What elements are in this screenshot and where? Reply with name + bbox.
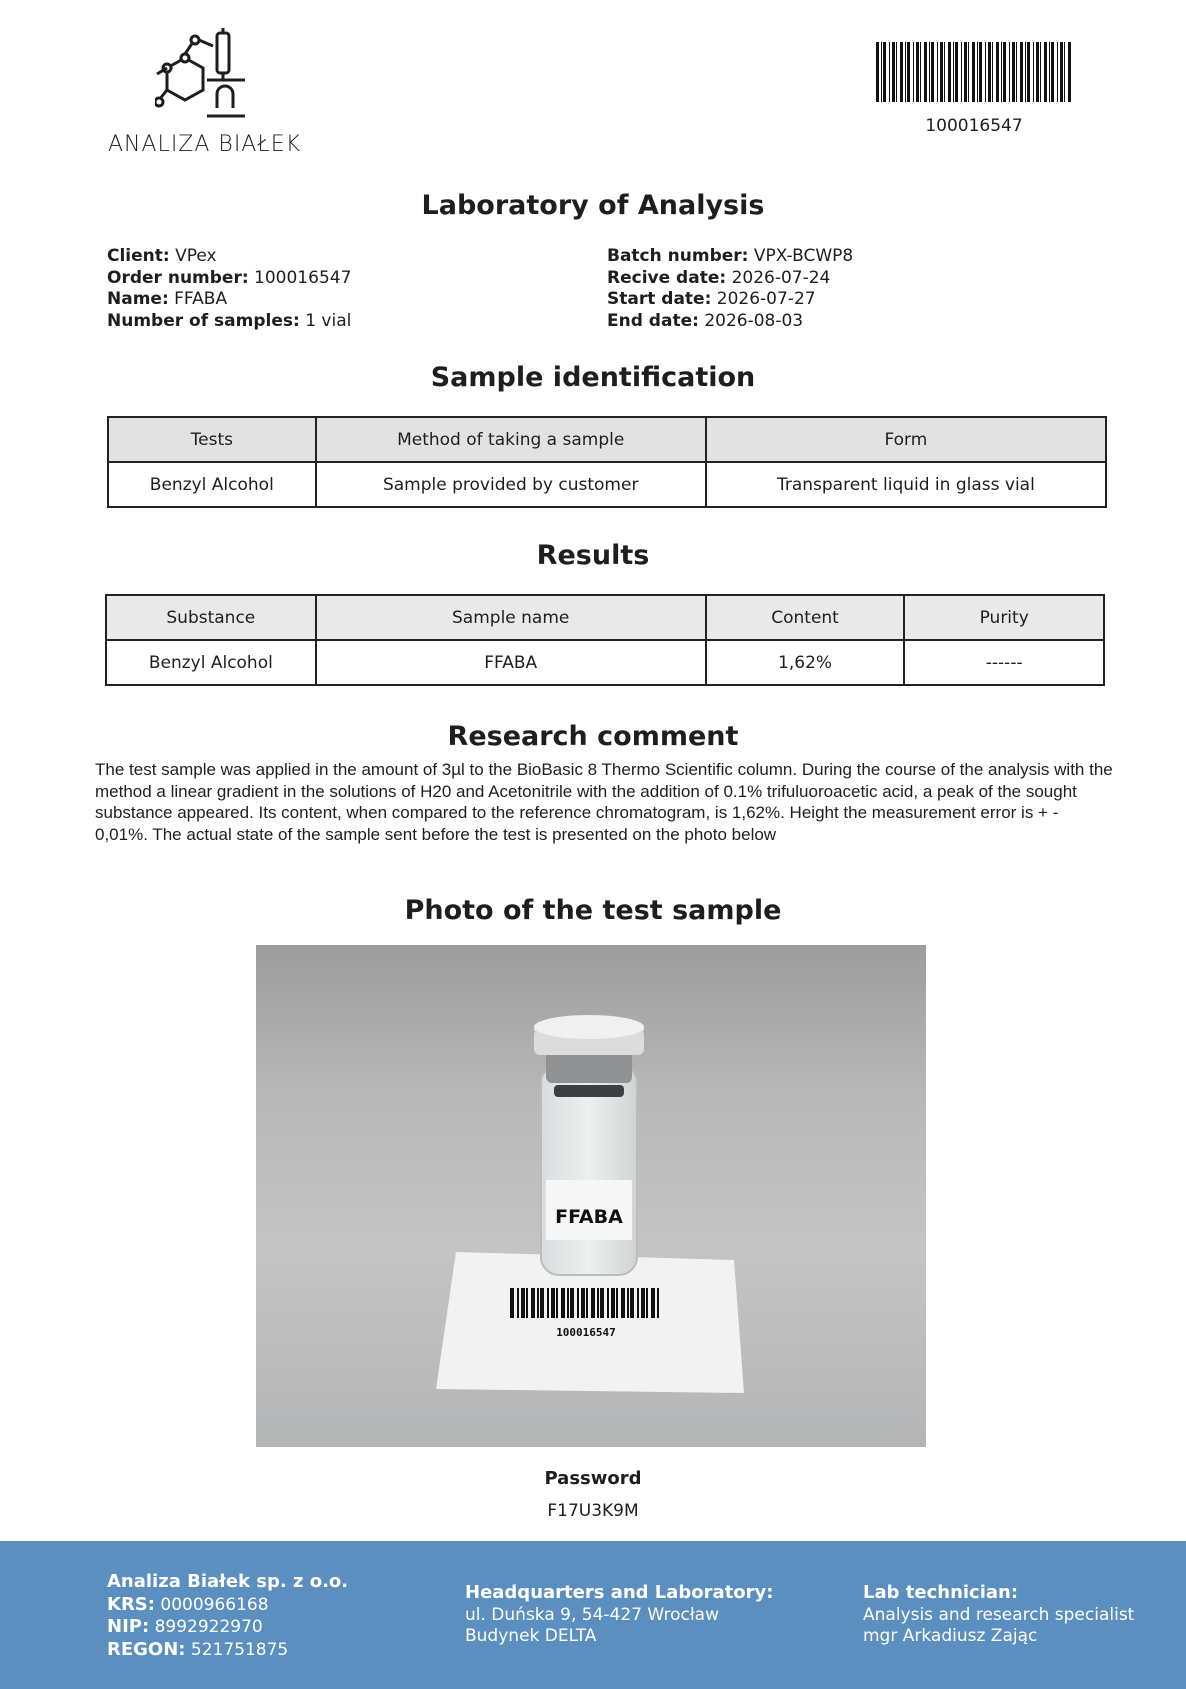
table-header-row xyxy=(108,417,1106,462)
barcode-bar xyxy=(1049,42,1050,102)
barcode-bar xyxy=(556,1288,558,1318)
barcode-bar xyxy=(540,1288,544,1318)
barcode-bar xyxy=(607,1288,609,1318)
barcode-bar xyxy=(637,1288,639,1318)
barcode-bar xyxy=(892,42,895,102)
info-value: 2026-07-27 xyxy=(716,289,816,310)
footer-label: NIP: xyxy=(107,1616,150,1638)
barcode-bar xyxy=(881,42,882,102)
info-label: Client: xyxy=(107,246,170,266)
footer-headquarters xyxy=(465,1582,773,1648)
footer-value: 0000966168 xyxy=(160,1594,269,1615)
barcode-bar xyxy=(600,1288,604,1318)
barcode-bar xyxy=(641,1288,645,1318)
barcode-bar xyxy=(972,42,975,102)
footer-value: 8992922970 xyxy=(154,1617,263,1638)
sample-photo xyxy=(256,945,926,1447)
footer xyxy=(0,1541,1186,1689)
barcode-bar xyxy=(1044,42,1047,102)
barcode-bar xyxy=(977,42,978,102)
table-cell: Sample provided by customer xyxy=(316,462,706,507)
barcode-bar xyxy=(611,1288,615,1318)
barcode-bar xyxy=(510,1288,514,1318)
barcode-bar xyxy=(920,42,921,102)
info-label: Recive date: xyxy=(607,267,727,288)
info-value: 2026-07-24 xyxy=(731,267,831,288)
footer-value: 521751875 xyxy=(190,1640,289,1661)
barcode-bar xyxy=(985,42,986,102)
barcode-bar xyxy=(591,1288,595,1318)
info-line xyxy=(607,311,853,333)
column-header: Form xyxy=(706,417,1106,462)
info-line xyxy=(107,246,351,268)
barcode-bar xyxy=(526,1288,528,1318)
footer-label: REGON: xyxy=(107,1639,186,1661)
barcode-bar xyxy=(577,1288,579,1318)
info-line xyxy=(607,289,853,311)
footer-company-line xyxy=(107,1639,348,1662)
lab-molecule-microscope-icon xyxy=(155,28,275,120)
barcode-bar xyxy=(1051,42,1054,102)
barcode-bar xyxy=(940,42,943,102)
info-value: VPex xyxy=(175,246,217,266)
table-cell: ------ xyxy=(904,640,1104,685)
barcode-bar xyxy=(896,42,897,102)
barcode-bar xyxy=(517,1288,519,1318)
footer-lab-technician xyxy=(863,1582,1134,1648)
barcode-bar xyxy=(988,42,991,102)
barcode-bar xyxy=(968,42,969,102)
barcode-bar xyxy=(944,42,945,102)
vial-label-text: FFABA xyxy=(555,1206,623,1228)
barcode-bar xyxy=(929,42,930,102)
card-barcode-number: 100016547 xyxy=(556,1326,616,1339)
table-cell: FFABA xyxy=(316,640,706,685)
info-value: FFABA xyxy=(174,289,228,310)
photo-heading: Photo of the test sample xyxy=(404,895,782,926)
table-cell: Benzyl Alcohol xyxy=(106,640,316,685)
barcode-bar xyxy=(900,42,903,102)
barcode-bar xyxy=(651,1288,655,1318)
table-cell: Benzyl Alcohol xyxy=(108,462,316,507)
barcode-bar xyxy=(1020,42,1023,102)
info-value: 100016547 xyxy=(254,267,352,288)
barcode-bar xyxy=(916,42,919,102)
column-header: Content xyxy=(706,595,905,640)
company-logo xyxy=(100,28,310,158)
barcode-bar xyxy=(1040,42,1041,102)
barcode-bar xyxy=(948,42,951,102)
results-table xyxy=(105,594,1105,686)
table-row xyxy=(108,462,1106,507)
barcode-bar xyxy=(547,1288,549,1318)
barcode-bar xyxy=(992,42,993,102)
barcode-bar xyxy=(964,42,967,102)
info-value: VPX-BCWP8 xyxy=(753,246,854,266)
column-header: Tests xyxy=(108,417,316,462)
barcode-bar xyxy=(1001,42,1002,102)
info-value: 2026-08-03 xyxy=(704,311,804,332)
footer-label: KRS: xyxy=(107,1593,155,1615)
barcode-bar xyxy=(630,1288,634,1318)
column-header: Substance xyxy=(106,595,316,640)
barcode-bar xyxy=(1012,42,1015,102)
barcode-bar xyxy=(561,1288,565,1318)
barcode-bar xyxy=(657,1288,659,1318)
barcode-bar xyxy=(937,42,938,102)
research-comment-heading: Research comment xyxy=(447,721,739,752)
barcode-bar xyxy=(913,42,914,102)
footer-tech-line: Analysis and research specialist xyxy=(863,1604,1135,1625)
barcode-bar xyxy=(1033,42,1034,102)
footer-hq-line: ul. Duńska 9, 54-427 Wrocław xyxy=(465,1604,719,1625)
barcode-bar xyxy=(996,42,999,102)
barcode-bar xyxy=(924,42,927,102)
barcode-bar xyxy=(581,1288,585,1318)
info-label: Order number: xyxy=(107,267,249,288)
info-label: End date: xyxy=(607,311,699,332)
barcode-bar xyxy=(889,42,890,102)
info-label: Name: xyxy=(107,289,169,310)
barcode-bar xyxy=(1064,42,1065,102)
barcode-bar xyxy=(1060,42,1063,102)
column-header: Method of taking a sample xyxy=(316,417,706,462)
barcode-bar xyxy=(883,42,886,102)
barcode-bar xyxy=(627,1288,629,1318)
table-row xyxy=(106,640,1104,685)
barcode-bar xyxy=(567,1288,569,1318)
footer-tech-line: mgr Arkadiusz Zając xyxy=(863,1626,1038,1647)
footer-company xyxy=(107,1571,348,1662)
barcode-bar xyxy=(521,1288,525,1318)
barcode-bar xyxy=(1068,42,1071,102)
column-header: Purity xyxy=(904,595,1104,640)
barcode xyxy=(876,42,1072,102)
info-line xyxy=(107,289,351,311)
barcode-bar xyxy=(537,1288,539,1318)
results-heading: Results xyxy=(536,540,650,571)
info-label: Number of samples: xyxy=(107,311,300,332)
footer-company-line xyxy=(107,1616,348,1639)
company-name: Analiza Białek sp. z o.o. xyxy=(107,1571,349,1592)
barcode-bar xyxy=(586,1288,588,1318)
barcode-bar xyxy=(1057,42,1058,102)
barcode-bar xyxy=(570,1288,574,1318)
info-value: 1 vial xyxy=(305,311,352,332)
footer-hq-line: Budynek DELTA xyxy=(465,1626,597,1647)
footer-company-line xyxy=(107,1594,348,1617)
barcode-bar xyxy=(1025,42,1026,102)
info-line xyxy=(607,246,853,268)
info-line xyxy=(607,268,853,290)
sample-identification-heading: Sample identification xyxy=(430,362,756,393)
barcode-bar xyxy=(931,42,934,102)
barcode-bar xyxy=(1027,42,1030,102)
barcode-bar xyxy=(979,42,982,102)
order-info-left xyxy=(107,246,351,333)
barcode-number: 100016547 xyxy=(925,116,1023,136)
barcode-bar xyxy=(876,42,879,102)
barcode-bar xyxy=(953,42,954,102)
headquarters-heading: Headquarters and Laboratory: xyxy=(465,1582,774,1603)
table-header-row xyxy=(106,595,1104,640)
barcode-bar xyxy=(597,1288,599,1318)
info-label: Batch number: xyxy=(607,246,749,266)
barcode-bar xyxy=(905,42,906,102)
info-label: Start date: xyxy=(607,289,712,310)
barcode-bar xyxy=(621,1288,625,1318)
table-cell: Transparent liquid in glass vial xyxy=(706,462,1106,507)
order-info-right xyxy=(607,246,853,333)
barcode-bar xyxy=(646,1288,648,1318)
barcode-bar xyxy=(616,1288,618,1318)
barcode-bar xyxy=(1003,42,1006,102)
page-title: Laboratory of Analysis xyxy=(421,190,765,221)
barcode-bar xyxy=(907,42,910,102)
password-label: Password xyxy=(544,1468,642,1489)
table-cell: 1,62% xyxy=(706,640,905,685)
info-line xyxy=(107,268,351,290)
logo-text: ANALIZA BIAŁEK xyxy=(108,132,302,157)
research-comment-text: The test sample was applied in the amount of 3µl to the BioBasic 8 Thermo Scientific column. During the course of the analysis with the method a linear gradient in the solutions of H20 and Acetonitrile with the addition of 0.1% trifuluoroacetic acid, a peak of the sought substance appeared. Its content, when compared to the reference chromatogram, is 1,62%. Height the measurement error is + - 0,01%. The actual state of the sample sent before the test is presented on the photo below xyxy=(95,760,1113,845)
sample-identification-table xyxy=(107,416,1107,508)
barcode-bar xyxy=(531,1288,535,1318)
barcode-bar xyxy=(1009,42,1010,102)
barcode-bar xyxy=(955,42,958,102)
barcode-bar xyxy=(961,42,962,102)
barcode-bar xyxy=(551,1288,555,1318)
barcode-bar xyxy=(1016,42,1017,102)
info-line xyxy=(107,311,351,333)
barcode-bar xyxy=(1036,42,1039,102)
column-header: Sample name xyxy=(316,595,706,640)
password-value: F17U3K9M xyxy=(547,1501,639,1521)
lab-technician-heading: Lab technician: xyxy=(863,1582,1019,1603)
